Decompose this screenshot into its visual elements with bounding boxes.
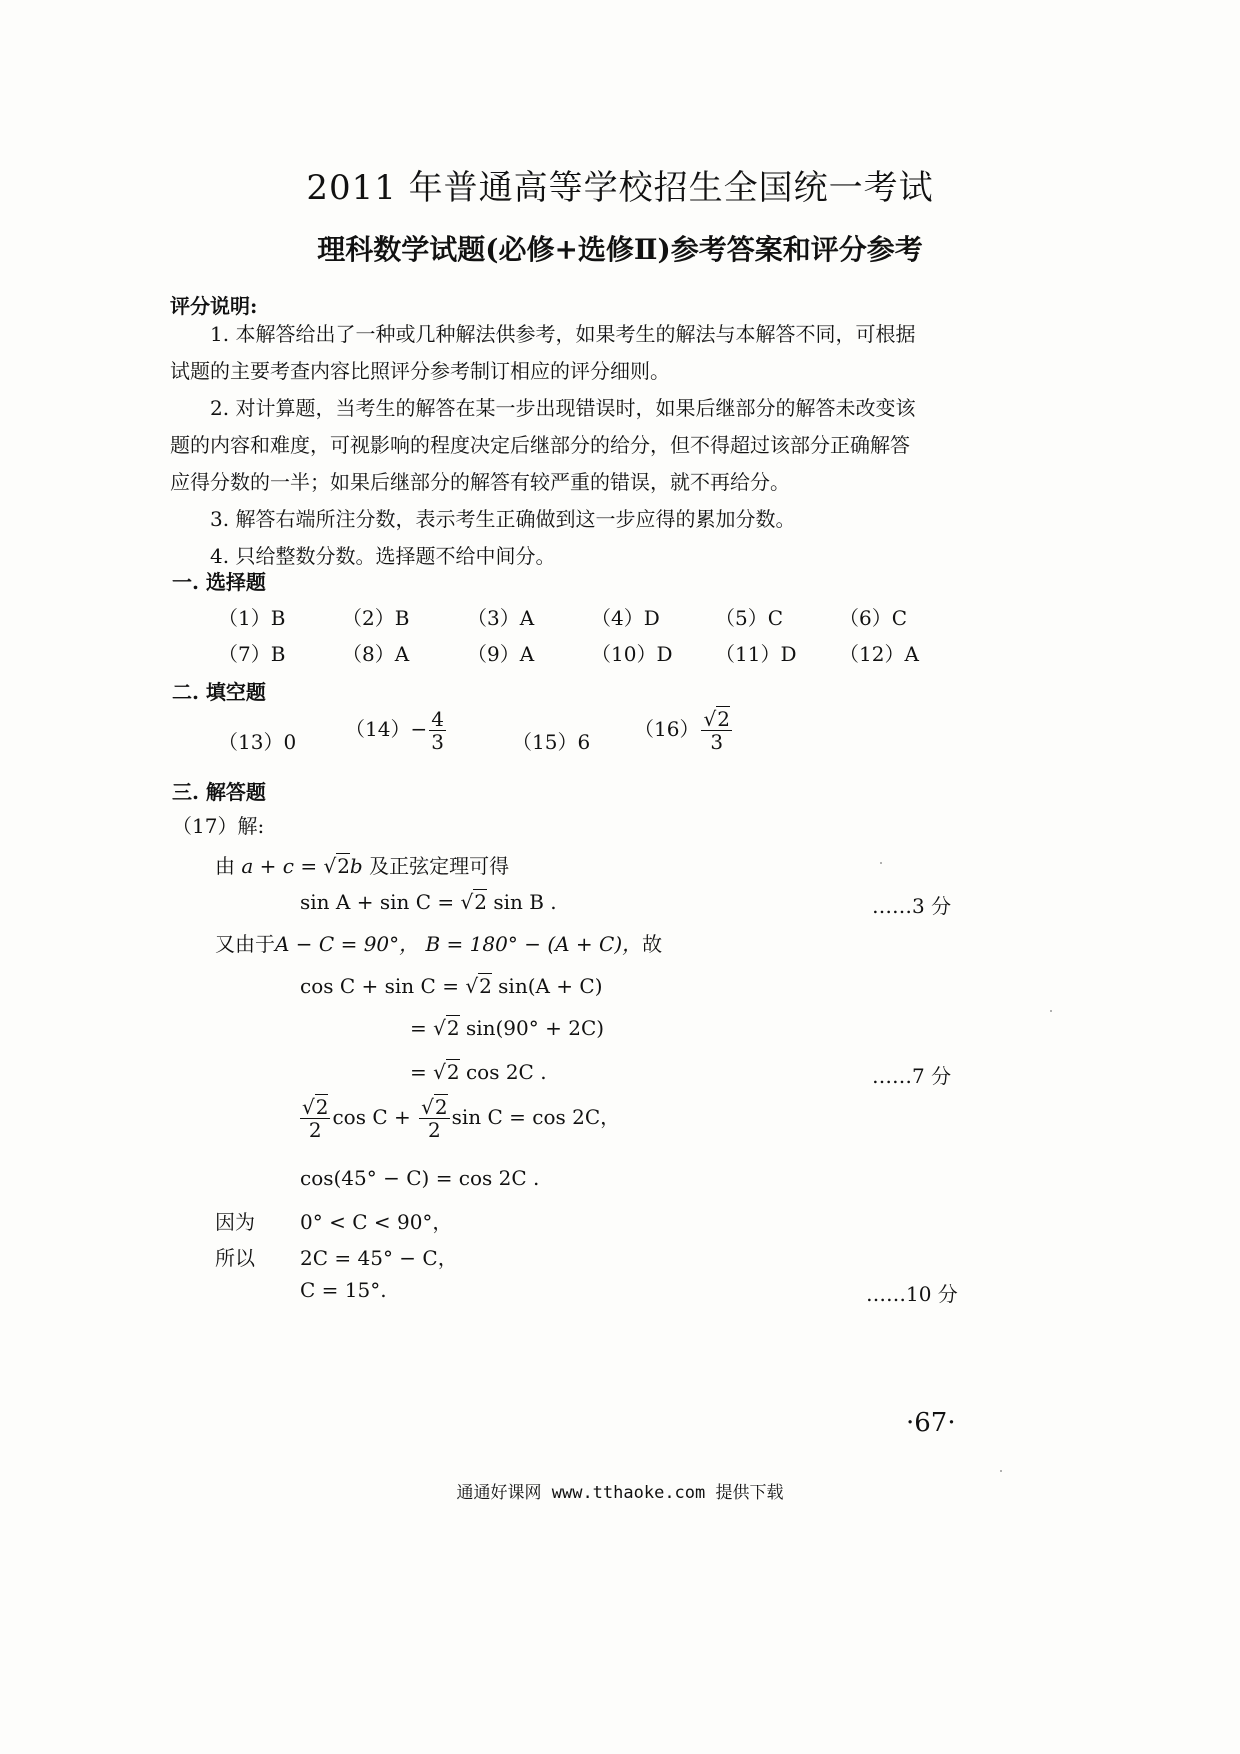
- fraction: $\frac{√2}{3}$: [703, 707, 730, 754]
- solution-line: = √2 cos 2C .: [410, 1060, 547, 1084]
- grading-note-1a: 1. 本解答给出了一种或几种解法供参考，如果考生的解法与本解答不同，可根据: [210, 322, 916, 346]
- grading-heading: 评分说明:: [170, 294, 258, 318]
- choice-answer: （12）A: [839, 642, 919, 666]
- page-subtitle: 理科数学试题(必修+选修Ⅱ)参考答案和评分参考: [317, 233, 923, 266]
- solution-line: 又由于A − C = 90°， B = 180° − (A + C)，故: [215, 932, 663, 956]
- scan-speck: [1000, 1470, 1002, 1472]
- fill-answer-14: [345, 708, 448, 753]
- grading-note-3: 3. 解答右端所注分数，表示考生正确做到这一步应得的累加分数。: [210, 507, 796, 531]
- choice-answer: （9）A: [467, 642, 535, 666]
- choice-answer: （7）B: [218, 642, 286, 666]
- score-mark: ……3 分: [872, 894, 952, 918]
- page-title: 2011 年普通高等学校招生全国统一考试: [306, 168, 934, 208]
- page-number: ·67·: [906, 1408, 956, 1438]
- grading-note-2a: 2. 对计算题，当考生的解答在某一步出现错误时，如果后继部分的解答未改变该: [210, 396, 916, 420]
- solution-label: 所以: [215, 1246, 255, 1270]
- fraction: $\frac{√2}{2}$: [302, 1095, 329, 1142]
- choice-answer: （10）D: [591, 642, 673, 666]
- solution-line: $\frac{√2}{2}$ cos C + $\frac{√2}{2}$ sin C = cos 2C，: [302, 1095, 621, 1142]
- fill-label-16: （16）: [634, 717, 700, 741]
- grading-note-1b: 试题的主要考查内容比照评分参考制订相应的评分细则。: [170, 359, 670, 383]
- grading-note-4: 4. 只给整数分数。选择题不给中间分。: [210, 544, 556, 568]
- grading-note-2b: 题的内容和难度，可视影响的程度决定后继部分的给分，但不得超过该部分正确解答: [170, 433, 910, 457]
- scan-speck: [1050, 1010, 1052, 1012]
- fraction: $\frac{4}{3}$: [431, 707, 444, 754]
- section-solutions: 三. 解答题: [172, 780, 266, 804]
- question-17-label: （17）解:: [172, 814, 265, 838]
- choice-answer: （1）B: [218, 606, 286, 630]
- choice-answer: （6）C: [839, 606, 908, 630]
- solution-line: = √2 sin(90° + 2C): [410, 1016, 605, 1040]
- footer-credit: 通通好课网 www.tthaoke.com 提供下载: [456, 1483, 784, 1503]
- section-multiple-choice: 一. 选择题: [172, 570, 266, 594]
- choice-answer: （3）A: [467, 606, 535, 630]
- score-mark: ……10 分: [866, 1282, 958, 1306]
- solution-line: 由 a + c = √2b 及正弦定理可得: [215, 854, 510, 878]
- fill-label-14: （14）: [345, 717, 411, 741]
- fill-sign-14: −: [410, 717, 428, 741]
- score-mark: ……7 分: [872, 1064, 952, 1088]
- solution-line: cos(45° − C) = cos 2C .: [300, 1166, 540, 1190]
- solution-line: cos C + sin C = √2 sin(A + C): [300, 974, 603, 998]
- grading-notes: [170, 316, 960, 575]
- choice-answer: （2）B: [342, 606, 410, 630]
- fill-answer-15: （15）6: [512, 730, 591, 754]
- choice-answer: （5）C: [715, 606, 784, 630]
- choice-answer: （11）D: [715, 642, 797, 666]
- solution-line: sin A + sin C = √2 sin B .: [300, 890, 557, 914]
- solution-label: 因为: [215, 1210, 255, 1234]
- solution-line: 0° < C < 90°，: [300, 1210, 453, 1234]
- grading-note-2c: 应得分数的一半；如果后继部分的解答有较严重的错误，就不再给分。: [170, 470, 790, 494]
- section-fill-blank: 二. 填空题: [172, 680, 266, 704]
- fill-answer-16: [634, 708, 734, 753]
- fill-answer-13: （13）0: [218, 730, 297, 754]
- solution-line: 2C = 45° − C，: [300, 1246, 458, 1270]
- scan-speck: [880, 862, 882, 864]
- solution-line: C = 15°.: [300, 1278, 387, 1302]
- fraction: $\frac{√2}{2}$: [421, 1095, 448, 1142]
- choice-answer: （8）A: [342, 642, 410, 666]
- choice-answer: （4）D: [591, 606, 660, 630]
